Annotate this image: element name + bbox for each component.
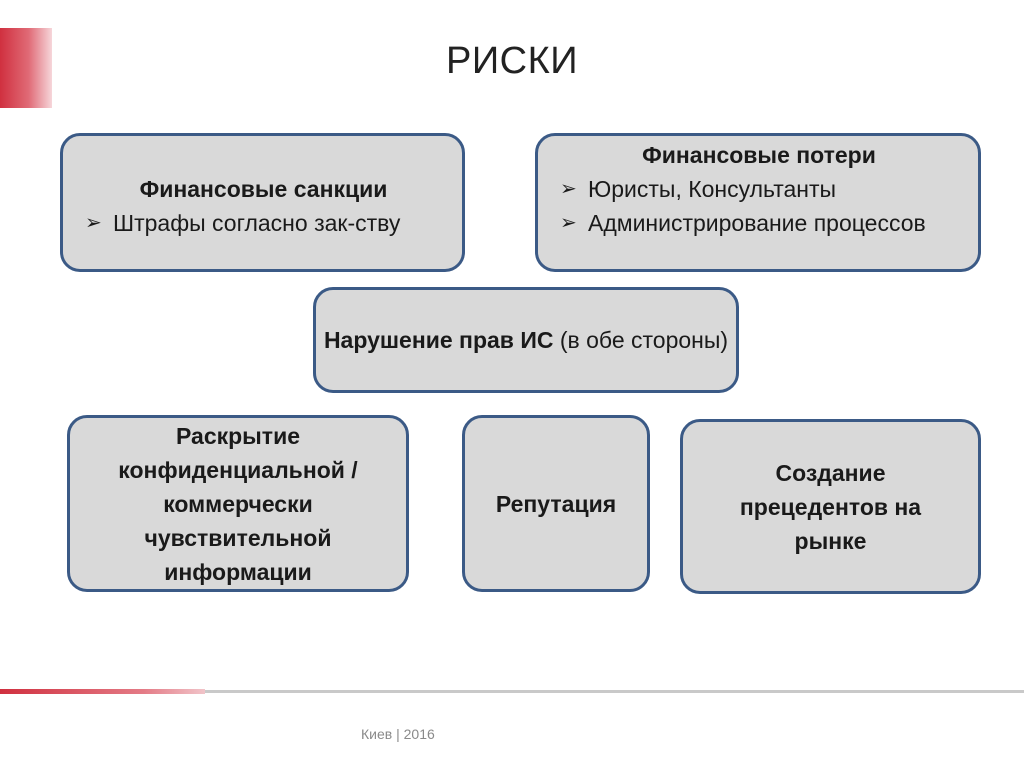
- box-heading: Финансовые санкции: [139, 176, 388, 202]
- box-reputation: [462, 415, 650, 592]
- footer-text: Киев | 2016: [361, 726, 435, 742]
- box-market-precedents: [680, 419, 981, 594]
- list-item: [81, 206, 446, 240]
- box-heading: Нарушение прав ИС: [323, 327, 554, 353]
- arrow-right-outline-icon: ➢: [560, 212, 577, 234]
- box-ip-rights-violation: [313, 287, 739, 393]
- box-text: Раскрытие конфиденциальной / коммерчески чувствительной информации: [118, 422, 358, 585]
- list-item: [556, 206, 962, 240]
- bullet-list: [81, 206, 446, 240]
- list-item-text: Юристы, Консультанты: [588, 176, 837, 202]
- arrow-right-outline-icon: ➢: [85, 212, 102, 234]
- slide-title: РИСКИ: [445, 40, 579, 82]
- box-heading-suffix: (в обе стороны): [553, 327, 729, 353]
- list-item-text: Штрафы согласно зак-ству: [113, 210, 401, 236]
- footer-divider-accent: [0, 689, 205, 694]
- box-heading: Финансовые потери: [642, 142, 876, 168]
- bullet-list: [556, 172, 962, 240]
- box-financial-sanctions: [60, 133, 465, 272]
- arrow-right-outline-icon: ➢: [560, 178, 577, 200]
- box-information-disclosure: [67, 415, 409, 592]
- list-item: [556, 172, 962, 206]
- box-financial-losses: [535, 133, 981, 272]
- box-text: [324, 323, 728, 357]
- box-text: Репутация: [495, 490, 617, 517]
- box-text: Создание прецедентов на рынке: [739, 459, 922, 554]
- footer-divider: [205, 690, 1024, 693]
- list-item-text: Администрирование процессов: [588, 210, 926, 236]
